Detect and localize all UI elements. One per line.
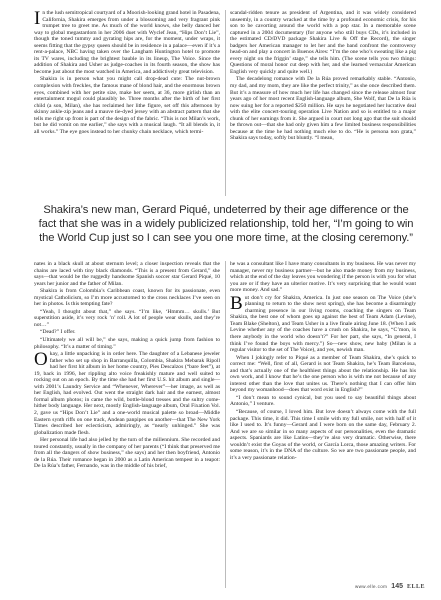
article-paragraph: “Dead?” I offer. bbox=[40, 329, 76, 336]
article-paragraph: Shakira is from Colombia’s Caribbean coast, known for its passionate, even mystical Catholicism, so I’m more accustomed to the cross necklaces I’ve seen on her in photos. Is this tempting fate? bbox=[34, 288, 220, 308]
article-paragraph: “Ultimately we all will be,” she says, making a quick jump from fashion to philosophy. “It’s a matter of timing.” bbox=[34, 337, 220, 350]
article-paragraph: Her personal life had also jelled by the turn of the millennium. She recorded and toured constantly, usually in the company of her parents (“I think that preserved me from all the dangers of show business,” she says) and her then boyfriend, Antonio de la Rúa. Their romance began in 2000 as a Latin American tempest in a teapot: De la Rúa’s father, Fernando, was in the middle of his brief, bbox=[34, 437, 220, 470]
article-column-bottom-right bbox=[230, 261, 416, 462]
page-number: 145 bbox=[391, 583, 403, 590]
paragraph-text: n the lush semitropical courtyard of a Moorish-looking grand hotel in Pasadena, California, Shakira emerges from under a blossoming and very fragrant pink trumpet tree to greet me. As much of the world knows, she belly danced her way to global megastardom in her 2006 duet with Wyclef Jean, “Hips Don’t Lie”, though the toned tummy and gyrating hips are, for the moment, under wraps, it seems fitting that the gypsy queen should be in residence in a palace—even if it’s a rent-a-palace, NBC having taken over the Langham Huntington hotel to promote its TV wares, including the brightest bauble in its lineup, The Voice. Since the addition of Shakira and Usher as judge-coaches in its fourth season, the show has become just about the most watched in America, and addictively great television. bbox=[34, 10, 220, 75]
drop-cap: O bbox=[34, 349, 48, 371]
article-paragraph: Shakira is in person what you might call drop-dead cute: The nut-brown complexion with freckles, the famous mane of blond hair, and the enormous brown eyes, combined with her petite size, make her seem, at 36, more girlish than an entertainment mogul could plausibly be. Three months after the birth of her first child (a son, Milan), she has reclaimed her lithe figure, set off this afternoon by skinny ankle-zip jeans and a mauve tie-dyed jersey with an abstract pattern that she tells me right up front is part of the design of the fabric. “This is not Milan’s work, but he did vomit on me earlier,” she says with a musical laugh. “It all blends in, it all works.” The eye goes instead to her chunky chain necklace, which termi- bbox=[34, 76, 220, 135]
page-footer bbox=[355, 583, 425, 590]
article-paragraph: “Yeah, I thought about that,” she says. “I’m like, ‘Hmmm… skulls.’ But superstition aside, it’s very rock ’n’ roll. A lot of people wear skulls, and they’re not…” bbox=[34, 308, 220, 328]
article-column-top-left bbox=[34, 10, 220, 136]
article-paragraph: nates in a black skull at about sternum level; a closer inspection reveals that the chains are laced with tiny black diamonds. “This is a present from Gerard,” she says—that would be the ruggedly handsome Spanish soccer star Gerard Piqué, 10 years her junior and the father of Milan. bbox=[34, 261, 220, 287]
article-paragraph: The decadelong romance with De la Rúa proved remarkably stable. “Antonio, my dad, and my mom, they are like the perfect trinity,” as she once described them. But it’s a measure of how much her life has changed since the release almost four years ago of her most recent English-language album, She Wolf, that De la Rúa is now suing her for a reported $250 million. He says he negotiated her lucrative deal with the elite concert-touring operation Live Nation and so is entitled to a major chunk of her earnings from it. She argued in court not long ago that the suit should be thrown out—that she had only given him a few limited business responsibilities because at the time he had nothing much else to do. “He is persona non grata,” Shakira says today, softly but bluntly. “I mean, bbox=[230, 76, 416, 142]
magazine-name: ELLE bbox=[406, 584, 425, 590]
pull-quote: Shakira’s new man, Gerard Piqué, undeterred by their age difference or the fact that she was in a widely publicized relationship, told her, “I’m going to win the World Cup just so I can see you one more time, at the closing ceremony.” bbox=[38, 204, 414, 244]
article-paragraph: he was a consultant like I have many consultants in my business. He was never my manager, never my business partner—but he also made money from my business, which at the end of the day leaves you wondering if the person is with you for what you are or if they have an ulterior motive. It’s very surprising that he would want more money. And sad.” bbox=[230, 261, 416, 294]
drop-cap: I bbox=[34, 8, 41, 29]
article-paragraph bbox=[34, 10, 220, 75]
article-column-bottom-left bbox=[34, 261, 220, 471]
article-paragraph bbox=[230, 292, 416, 354]
paragraph-text: kay, a little unpacking is in order here. The daughter of a Lebanese jeweler father who set up shop in Barranquilla, Colombia, Shakira Mebarak Ripoll had her first hit album in her home country, Pies Descalzos (“bare feet”), at 19, back in 1996, her rippling alto voice freakishly mature and well suited to rocking out on an epoch. By the time she had her first U.S. hit album and single—with 2001’s Laundry Service and “Whenever, Wherever”—her image, as well as her English, had evolved. Out went the straight dark hair and the earnest, almost formal album photos; in came the wild, bottle-blond tresses and the sultry come-hither body language. Her next, mostly English-language album, Oral Fixation Vol. 2, gave us “Hips Don’t Lie” and a one-world musical palette so broad—Middle Eastern synth riffs on one track, Andean panpipes on another—that The New York Times described her eclecticism, admiringly, as “nearly unhinged.” She was globalization made flesh. bbox=[34, 351, 220, 436]
article-paragraph: scandal-ridden tenure as president of Argentina, and it was widely considered unseemly, in a country wracked at the time by a profound economic crisis, for his son to be cavorting around the world with a pop star. In a memorable scene captured in a 2004 documentary (for anyone who still buys CDs, it’s included in the estimated CD/DVD package Shakira Live & Off the Record), the singer badgers her American manager to let her and the band confront the controversy head-on and play a concert in Buenos Aires: “I’m the one who’s sweating like a pig every night on the friggin’ stage,” she tells him. (The scene tells you two things: Questions of moral honor cut deep with her, and she learned vernacular American English very quickly and quite well.) bbox=[230, 10, 416, 75]
article-column-top-right bbox=[230, 10, 416, 143]
article-paragraph: When I jokingly refer to Piqué as a member of Team Shakira, she’s quick to correct me: “Well, first of all, Gerard is not Team Shakira, he’s Team Barcelona, and that’s actually one of the healthiest things about the relationship. He has his own work, and I know that he’s the one person who is with me not because of any interest other than the love that unites us. There’s nothing that I can offer him beyond my womanhood—does that word exist in English?” bbox=[230, 354, 416, 394]
column-divider-top bbox=[225, 10, 226, 196]
article-paragraph: “I don’t mean to sound cynical, but you used to say beautiful things about Antonio,” I venture. bbox=[230, 394, 416, 408]
footer-url: www.elle.com bbox=[354, 584, 388, 589]
column-divider-bottom bbox=[225, 261, 226, 588]
article-paragraph bbox=[34, 351, 220, 436]
paragraph-text: ut don’t cry for Shakira, America. In just one season on The Voice (she’s planning to return to the show next spring), she has become a disarmingly charming presence in our living rooms, coaching the singers on Team Shakira, the best one of whom goes up against the best of Team Adam (Levine), Team Blake (Shelton), and Team Usher in a live finale airing June 18. (When I ask Levine whether any of the coaches have a crush on Shakira, he says, “C’mon, is there anybody in the world who doesn’t?” For her part, she says, “In general, I think I’ve found the boys with mercy.”) So—new show, new baby (Milan is a regular visitor to the set of The Voice), and yes, newish man. bbox=[230, 294, 416, 354]
article-paragraph: “Because, of course, I loved him. But love doesn’t always come with the full package. This time, it did. This time I smile with my full smile, not with half of it like I used to. It’s funny—Gerard and I were born on the same day, February 2. And we are so similar in so many aspects of our personalities, even the dramatic aspects. Spaniards are like Latins—they’re also very dramatic. Otherwise, there wouldn’t exist the Goyas of the world, or García Lorca, those amazing writers. For some reason, it’s in the DNA of the culture. So we are two passionate people, and it’s a very passionate relation- bbox=[230, 409, 416, 461]
drop-cap: B bbox=[230, 292, 243, 314]
